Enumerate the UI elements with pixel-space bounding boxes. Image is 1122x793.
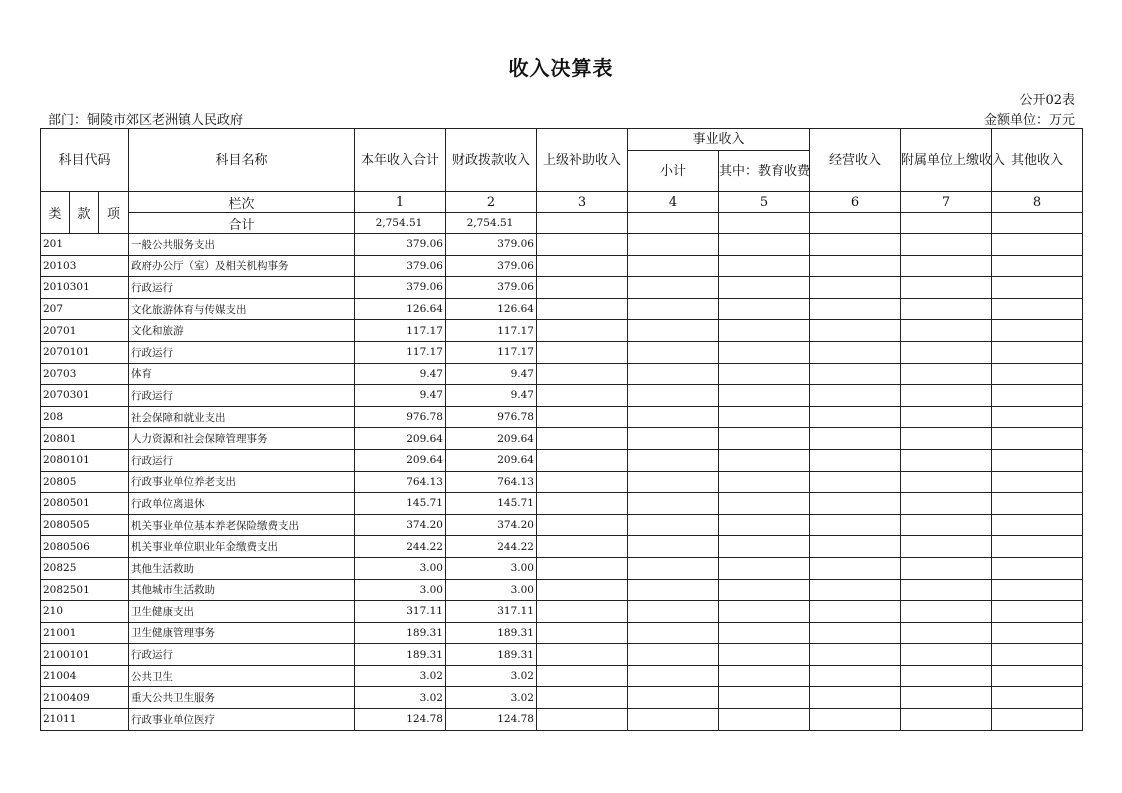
empty-cell <box>628 579 719 601</box>
table-row <box>41 406 1083 428</box>
empty-cell <box>992 579 1083 601</box>
fiscal-allocation-cell: 124.78 <box>446 709 537 731</box>
empty-cell <box>719 557 810 579</box>
empty-cell <box>810 514 901 536</box>
fiscal-allocation-cell: 764.13 <box>446 471 537 493</box>
subject-code-cell: 2070301 <box>41 385 129 407</box>
table-row <box>41 644 1083 666</box>
col-num: 4 <box>628 192 719 213</box>
total-income-cell: 379.06 <box>355 234 446 256</box>
empty-cell <box>810 298 901 320</box>
total-income-cell: 244.22 <box>355 536 446 558</box>
subject-code-cell: 21011 <box>41 709 129 731</box>
empty-cell <box>719 406 810 428</box>
empty-cell <box>992 449 1083 471</box>
total-income-cell: 3.02 <box>355 665 446 687</box>
empty-cell <box>810 536 901 558</box>
unit-label: 金额单位：万元 <box>983 113 1075 128</box>
header-subject-code: 科目代码 <box>41 129 129 192</box>
subject-name-cell: 行政单位离退休 <box>129 493 355 515</box>
total-income-cell: 126.64 <box>355 298 446 320</box>
empty-cell <box>628 277 719 299</box>
table-row <box>41 234 1083 256</box>
fiscal-allocation-cell: 3.00 <box>446 557 537 579</box>
total-income-cell: 124.78 <box>355 709 446 731</box>
header-subject-name: 科目名称 <box>129 129 355 192</box>
subject-code-cell: 20801 <box>41 428 129 450</box>
fiscal-allocation-cell: 379.06 <box>446 234 537 256</box>
empty-cell <box>719 493 810 515</box>
empty-cell <box>537 709 628 731</box>
empty-cell <box>810 406 901 428</box>
total-income-value: 2,754.51 <box>355 213 446 234</box>
empty-cell <box>901 601 992 623</box>
table-row <box>41 536 1083 558</box>
subject-code-cell: 2080101 <box>41 449 129 471</box>
subject-name-cell: 机关事业单位基本养老保险缴费支出 <box>129 514 355 536</box>
empty-cell <box>810 449 901 471</box>
fiscal-allocation-cell: 3.02 <box>446 665 537 687</box>
empty-cell <box>719 601 810 623</box>
fiscal-allocation-cell: 3.00 <box>446 579 537 601</box>
empty-cell <box>628 665 719 687</box>
subject-name-cell: 行政事业单位医疗 <box>129 709 355 731</box>
subject-code-cell: 20805 <box>41 471 129 493</box>
table-row <box>41 320 1083 342</box>
subject-code-cell: 21001 <box>41 622 129 644</box>
table-row <box>41 449 1083 471</box>
empty-cell <box>810 255 901 277</box>
subject-code-cell: 20703 <box>41 363 129 385</box>
subject-code-cell: 20103 <box>41 255 129 277</box>
empty-cell <box>628 298 719 320</box>
fiscal-allocation-cell: 374.20 <box>446 514 537 536</box>
subject-code-cell: 2080505 <box>41 514 129 536</box>
subject-code-cell: 2100409 <box>41 687 129 709</box>
empty-cell <box>901 709 992 731</box>
fiscal-allocation-cell: 209.64 <box>446 428 537 450</box>
empty-cell <box>719 320 810 342</box>
empty-cell <box>901 341 992 363</box>
empty-cell <box>901 687 992 709</box>
empty-cell <box>628 385 719 407</box>
empty-cell <box>719 536 810 558</box>
fiscal-allocation-cell: 9.47 <box>446 385 537 407</box>
empty-cell <box>810 709 901 731</box>
empty-cell <box>992 622 1083 644</box>
subject-code-cell: 2100101 <box>41 644 129 666</box>
total-row <box>41 213 1083 234</box>
fiscal-allocation-cell: 145.71 <box>446 493 537 515</box>
col-num: 8 <box>992 192 1083 213</box>
empty-cell <box>719 277 810 299</box>
empty-cell <box>537 449 628 471</box>
empty-cell <box>537 341 628 363</box>
empty-cell <box>901 665 992 687</box>
total-income-cell: 209.64 <box>355 428 446 450</box>
empty-cell <box>719 255 810 277</box>
table-row <box>41 277 1083 299</box>
empty-cell <box>901 579 992 601</box>
empty-cell <box>719 665 810 687</box>
subject-name-cell: 卫生健康管理事务 <box>129 622 355 644</box>
table-row <box>41 471 1083 493</box>
empty-cell <box>537 601 628 623</box>
fiscal-allocation-cell: 9.47 <box>446 363 537 385</box>
empty-cell <box>810 363 901 385</box>
total-income-cell: 117.17 <box>355 341 446 363</box>
empty-cell <box>992 385 1083 407</box>
header-superior-subsidy: 上级补助收入 <box>537 129 628 192</box>
empty-cell <box>810 601 901 623</box>
subject-code-cell: 207 <box>41 298 129 320</box>
empty-cell <box>719 622 810 644</box>
header-kuan: 款 <box>70 192 99 234</box>
subject-name-cell: 其他城市生活救助 <box>129 579 355 601</box>
table-row <box>41 255 1083 277</box>
col-num: 7 <box>901 192 992 213</box>
subject-code-cell: 210 <box>41 601 129 623</box>
subject-code-cell: 21004 <box>41 665 129 687</box>
table-row <box>41 622 1083 644</box>
empty-cell <box>628 687 719 709</box>
fiscal-allocation-cell: 209.64 <box>446 449 537 471</box>
col-num: 6 <box>810 192 901 213</box>
col-num: 5 <box>719 192 810 213</box>
empty-cell <box>719 644 810 666</box>
empty-cell <box>992 536 1083 558</box>
subject-name-cell: 公共卫生 <box>129 665 355 687</box>
fiscal-allocation-cell: 117.17 <box>446 320 537 342</box>
empty-cell <box>537 514 628 536</box>
empty-cell <box>537 665 628 687</box>
income-table <box>40 128 1083 731</box>
fiscal-allocation-cell: 976.78 <box>446 406 537 428</box>
table-row <box>41 493 1083 515</box>
subject-name-cell: 重大公共卫生服务 <box>129 687 355 709</box>
empty-cell <box>810 471 901 493</box>
empty-cell <box>628 234 719 256</box>
empty-cell <box>719 579 810 601</box>
empty-cell <box>992 320 1083 342</box>
empty-cell <box>719 298 810 320</box>
subject-name-cell: 文化和旅游 <box>129 320 355 342</box>
empty-cell <box>992 277 1083 299</box>
header-lei: 类 <box>41 192 70 234</box>
empty-cell <box>537 298 628 320</box>
empty-cell <box>992 428 1083 450</box>
fiscal-allocation-cell: 189.31 <box>446 644 537 666</box>
empty-cell <box>628 406 719 428</box>
subject-name-cell: 行政运行 <box>129 277 355 299</box>
subject-name-cell: 体育 <box>129 363 355 385</box>
table-row <box>41 298 1083 320</box>
subject-name-cell: 社会保障和就业支出 <box>129 406 355 428</box>
empty-cell <box>719 709 810 731</box>
empty-cell <box>992 601 1083 623</box>
header-education-fee: 其中：教育收费 <box>719 151 810 192</box>
subject-name-cell: 行政事业单位养老支出 <box>129 471 355 493</box>
table-row <box>41 385 1083 407</box>
empty-cell <box>901 255 992 277</box>
empty-cell <box>992 406 1083 428</box>
empty-cell <box>719 687 810 709</box>
col-num: 3 <box>537 192 628 213</box>
empty-cell <box>719 449 810 471</box>
empty-cell <box>992 514 1083 536</box>
empty-cell <box>992 644 1083 666</box>
empty-cell <box>992 363 1083 385</box>
empty-cell <box>901 320 992 342</box>
table-row <box>41 341 1083 363</box>
total-income-cell: 374.20 <box>355 514 446 536</box>
empty-cell <box>992 298 1083 320</box>
empty-cell <box>992 709 1083 731</box>
empty-cell <box>537 320 628 342</box>
table-row <box>41 601 1083 623</box>
subject-code-cell: 2082501 <box>41 579 129 601</box>
empty-cell <box>901 277 992 299</box>
total-income-cell: 976.78 <box>355 406 446 428</box>
empty-cell <box>719 385 810 407</box>
total-income-cell: 189.31 <box>355 644 446 666</box>
total-income-cell: 3.00 <box>355 579 446 601</box>
total-income-cell: 379.06 <box>355 255 446 277</box>
empty-cell <box>537 622 628 644</box>
table-row <box>41 579 1083 601</box>
fiscal-allocation-cell: 3.02 <box>446 687 537 709</box>
col-num: 1 <box>355 192 446 213</box>
fiscal-allocation-cell: 317.11 <box>446 601 537 623</box>
fiscal-allocation-cell: 379.06 <box>446 277 537 299</box>
subject-code-cell: 20701 <box>41 320 129 342</box>
subject-name-cell: 一般公共服务支出 <box>129 234 355 256</box>
empty-cell <box>537 277 628 299</box>
table-row <box>41 363 1083 385</box>
subject-name-cell: 行政运行 <box>129 449 355 471</box>
empty-cell <box>810 277 901 299</box>
empty-cell <box>992 255 1083 277</box>
total-income-cell: 379.06 <box>355 277 446 299</box>
empty-cell <box>992 234 1083 256</box>
fiscal-allocation-cell: 126.64 <box>446 298 537 320</box>
subject-name-cell: 人力资源和社会保障管理事务 <box>129 428 355 450</box>
table-row <box>41 428 1083 450</box>
total-income-cell: 3.00 <box>355 557 446 579</box>
empty-cell <box>628 514 719 536</box>
header-business-income: 事业收入 <box>628 129 810 151</box>
empty-cell <box>537 536 628 558</box>
empty-cell <box>719 363 810 385</box>
empty-cell <box>628 363 719 385</box>
empty-cell <box>628 471 719 493</box>
subject-code-cell: 2070101 <box>41 341 129 363</box>
empty-cell <box>992 557 1083 579</box>
empty-cell <box>810 428 901 450</box>
empty-cell <box>537 579 628 601</box>
subject-name-cell: 行政运行 <box>129 341 355 363</box>
empty-cell <box>992 471 1083 493</box>
empty-cell <box>628 644 719 666</box>
department-label: 部门：铜陵市郊区老洲镇人民政府 <box>48 113 244 128</box>
empty-cell <box>628 493 719 515</box>
header-column-order: 栏次 <box>129 192 355 213</box>
subject-name-cell: 文化旅游体育与传媒支出 <box>129 298 355 320</box>
empty-cell <box>901 471 992 493</box>
empty-cell <box>628 320 719 342</box>
subject-name-cell: 机关事业单位职业年金缴费支出 <box>129 536 355 558</box>
empty-cell <box>628 622 719 644</box>
fiscal-allocation-cell: 244.22 <box>446 536 537 558</box>
empty-cell <box>992 687 1083 709</box>
subject-name-cell: 政府办公厅（室）及相关机构事务 <box>129 255 355 277</box>
empty-cell <box>901 363 992 385</box>
total-fiscal-value: 2,754.51 <box>446 213 537 234</box>
empty-cell <box>901 622 992 644</box>
empty-cell <box>901 428 992 450</box>
empty-cell <box>719 514 810 536</box>
empty-cell <box>628 557 719 579</box>
table-row <box>41 514 1083 536</box>
empty-cell <box>537 363 628 385</box>
header-total-income: 本年收入合计 <box>355 129 446 192</box>
empty-cell <box>537 471 628 493</box>
header-affiliated-income: 附属单位上缴收入 <box>901 129 992 192</box>
total-income-cell: 764.13 <box>355 471 446 493</box>
empty-cell <box>628 255 719 277</box>
subject-code-cell: 2010301 <box>41 277 129 299</box>
total-income-cell: 209.64 <box>355 449 446 471</box>
total-label: 合计 <box>129 213 355 234</box>
empty-cell <box>901 644 992 666</box>
total-income-cell: 9.47 <box>355 363 446 385</box>
table-row <box>41 557 1083 579</box>
subject-code-cell: 20825 <box>41 557 129 579</box>
empty-cell <box>901 234 992 256</box>
form-code: 公开02表 <box>1019 93 1075 108</box>
subject-code-cell: 208 <box>41 406 129 428</box>
col-num: 2 <box>446 192 537 213</box>
empty-cell <box>628 601 719 623</box>
empty-cell <box>992 493 1083 515</box>
empty-cell <box>992 665 1083 687</box>
empty-cell <box>810 385 901 407</box>
empty-cell <box>537 493 628 515</box>
empty-cell <box>901 449 992 471</box>
header-operating-income: 经营收入 <box>810 129 901 192</box>
fiscal-allocation-cell: 379.06 <box>446 255 537 277</box>
empty-cell <box>901 298 992 320</box>
empty-cell <box>537 385 628 407</box>
total-income-cell: 189.31 <box>355 622 446 644</box>
empty-cell <box>628 341 719 363</box>
subject-name-cell: 卫生健康支出 <box>129 601 355 623</box>
subject-name-cell: 行政运行 <box>129 385 355 407</box>
empty-cell <box>901 536 992 558</box>
total-income-cell: 9.47 <box>355 385 446 407</box>
empty-cell <box>810 557 901 579</box>
total-income-cell: 3.02 <box>355 687 446 709</box>
empty-cell <box>537 255 628 277</box>
empty-cell <box>901 557 992 579</box>
table-row <box>41 687 1083 709</box>
empty-cell <box>719 234 810 256</box>
empty-cell <box>628 709 719 731</box>
subject-name-cell: 其他生活救助 <box>129 557 355 579</box>
empty-cell <box>810 644 901 666</box>
table-row <box>41 665 1083 687</box>
empty-cell <box>537 428 628 450</box>
empty-cell <box>810 341 901 363</box>
subject-name-cell: 行政运行 <box>129 644 355 666</box>
total-income-cell: 145.71 <box>355 493 446 515</box>
empty-cell <box>719 428 810 450</box>
empty-cell <box>537 687 628 709</box>
empty-cell <box>628 449 719 471</box>
empty-cell <box>719 341 810 363</box>
empty-cell <box>628 428 719 450</box>
empty-cell <box>537 234 628 256</box>
fiscal-allocation-cell: 117.17 <box>446 341 537 363</box>
empty-cell <box>810 665 901 687</box>
total-income-cell: 317.11 <box>355 601 446 623</box>
empty-cell <box>537 557 628 579</box>
header-other-income: 其他收入 <box>992 129 1083 192</box>
subject-code-cell: 2080506 <box>41 536 129 558</box>
header-fiscal-allocation: 财政拨款收入 <box>446 129 537 192</box>
empty-cell <box>901 514 992 536</box>
page-title: 收入决算表 <box>508 56 614 80</box>
empty-cell <box>810 493 901 515</box>
subject-code-cell: 2080501 <box>41 493 129 515</box>
total-income-cell: 117.17 <box>355 320 446 342</box>
subject-code-cell: 201 <box>41 234 129 256</box>
fiscal-allocation-cell: 189.31 <box>446 622 537 644</box>
empty-cell <box>810 579 901 601</box>
empty-cell <box>810 234 901 256</box>
empty-cell <box>719 471 810 493</box>
empty-cell <box>628 536 719 558</box>
empty-cell <box>537 644 628 666</box>
empty-cell <box>901 385 992 407</box>
empty-cell <box>901 493 992 515</box>
table-row <box>41 709 1083 731</box>
empty-cell <box>810 622 901 644</box>
header-subtotal: 小计 <box>628 151 719 192</box>
empty-cell <box>810 320 901 342</box>
empty-cell <box>537 406 628 428</box>
empty-cell <box>992 341 1083 363</box>
header-xiang: 项 <box>99 192 129 234</box>
empty-cell <box>810 687 901 709</box>
empty-cell <box>901 406 992 428</box>
